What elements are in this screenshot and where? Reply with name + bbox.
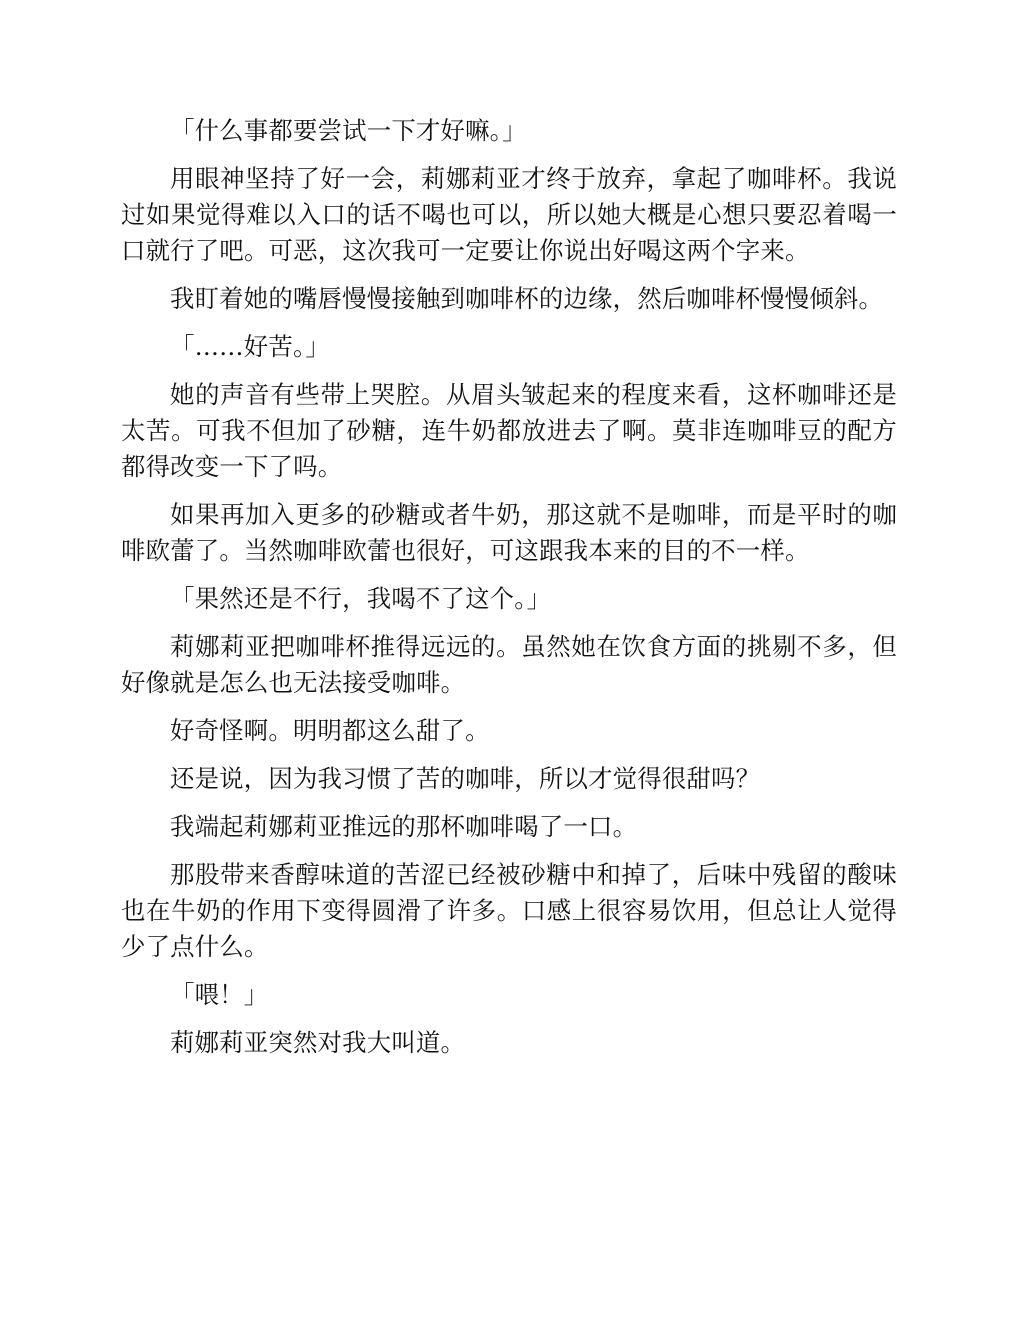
paragraph-4: 「……好苦。」 xyxy=(170,332,330,361)
paragraph-5: 她的声音有些带上哭腔。从眉头皱起来的程度来看，这杯咖啡还是太苦。可我不但加了砂糖，连牛奶都放进去了啊。莫非连咖啡豆的配方都得改变一下了吗。 xyxy=(121,380,897,481)
paragraph-3: 我盯着她的嘴唇慢慢接触到咖啡杯的边缘，然后咖啡杯慢慢倾斜。 xyxy=(170,284,884,313)
paragraph-7: 「果然还是不行，我喝不了这个。」 xyxy=(170,584,552,613)
page-body xyxy=(121,113,897,1073)
paragraph-9: 好奇怪啊。明明都这么甜了。 xyxy=(170,716,490,745)
paragraph-11: 我端起莉娜莉亚推远的那杯咖啡喝了一口。 xyxy=(170,812,638,841)
paragraph-13: 「喂！」 xyxy=(170,980,269,1009)
paragraph-10: 还是说，因为我习惯了苦的咖啡，所以才觉得很甜吗？ xyxy=(170,764,761,793)
paragraph-12: 那股带来香醇味道的苦涩已经被砂糖中和掉了，后味中残留的酸味也在牛奶的作用下变得圆滑了许多。口感上很容易饮用，但总让人觉得少了点什么。 xyxy=(121,860,897,961)
paragraph-8: 莉娜莉亚把咖啡杯推得远远的。虽然她在饮食方面的挑剔不多，但好像就是怎么也无法接受咖啡。 xyxy=(121,632,897,697)
paragraph-1: 「什么事都要尝试一下才好嘛。」 xyxy=(170,116,527,145)
paragraph-14: 莉娜莉亚突然对我大叫道。 xyxy=(170,1028,466,1057)
paragraph-6: 如果再加入更多的砂糖或者牛奶，那这就不是咖啡，而是平时的咖啡欧蕾了。当然咖啡欧蕾也很好，可这跟我本来的目的不一样。 xyxy=(121,500,897,565)
paragraph-2: 用眼神坚持了好一会，莉娜莉亚才终于放弃，拿起了咖啡杯。我说过如果觉得难以入口的话不喝也可以，所以她大概是心想只要忍着喝一口就行了吧。可恶，这次我可一定要让你说出好喝这两个字来。 xyxy=(121,164,897,265)
